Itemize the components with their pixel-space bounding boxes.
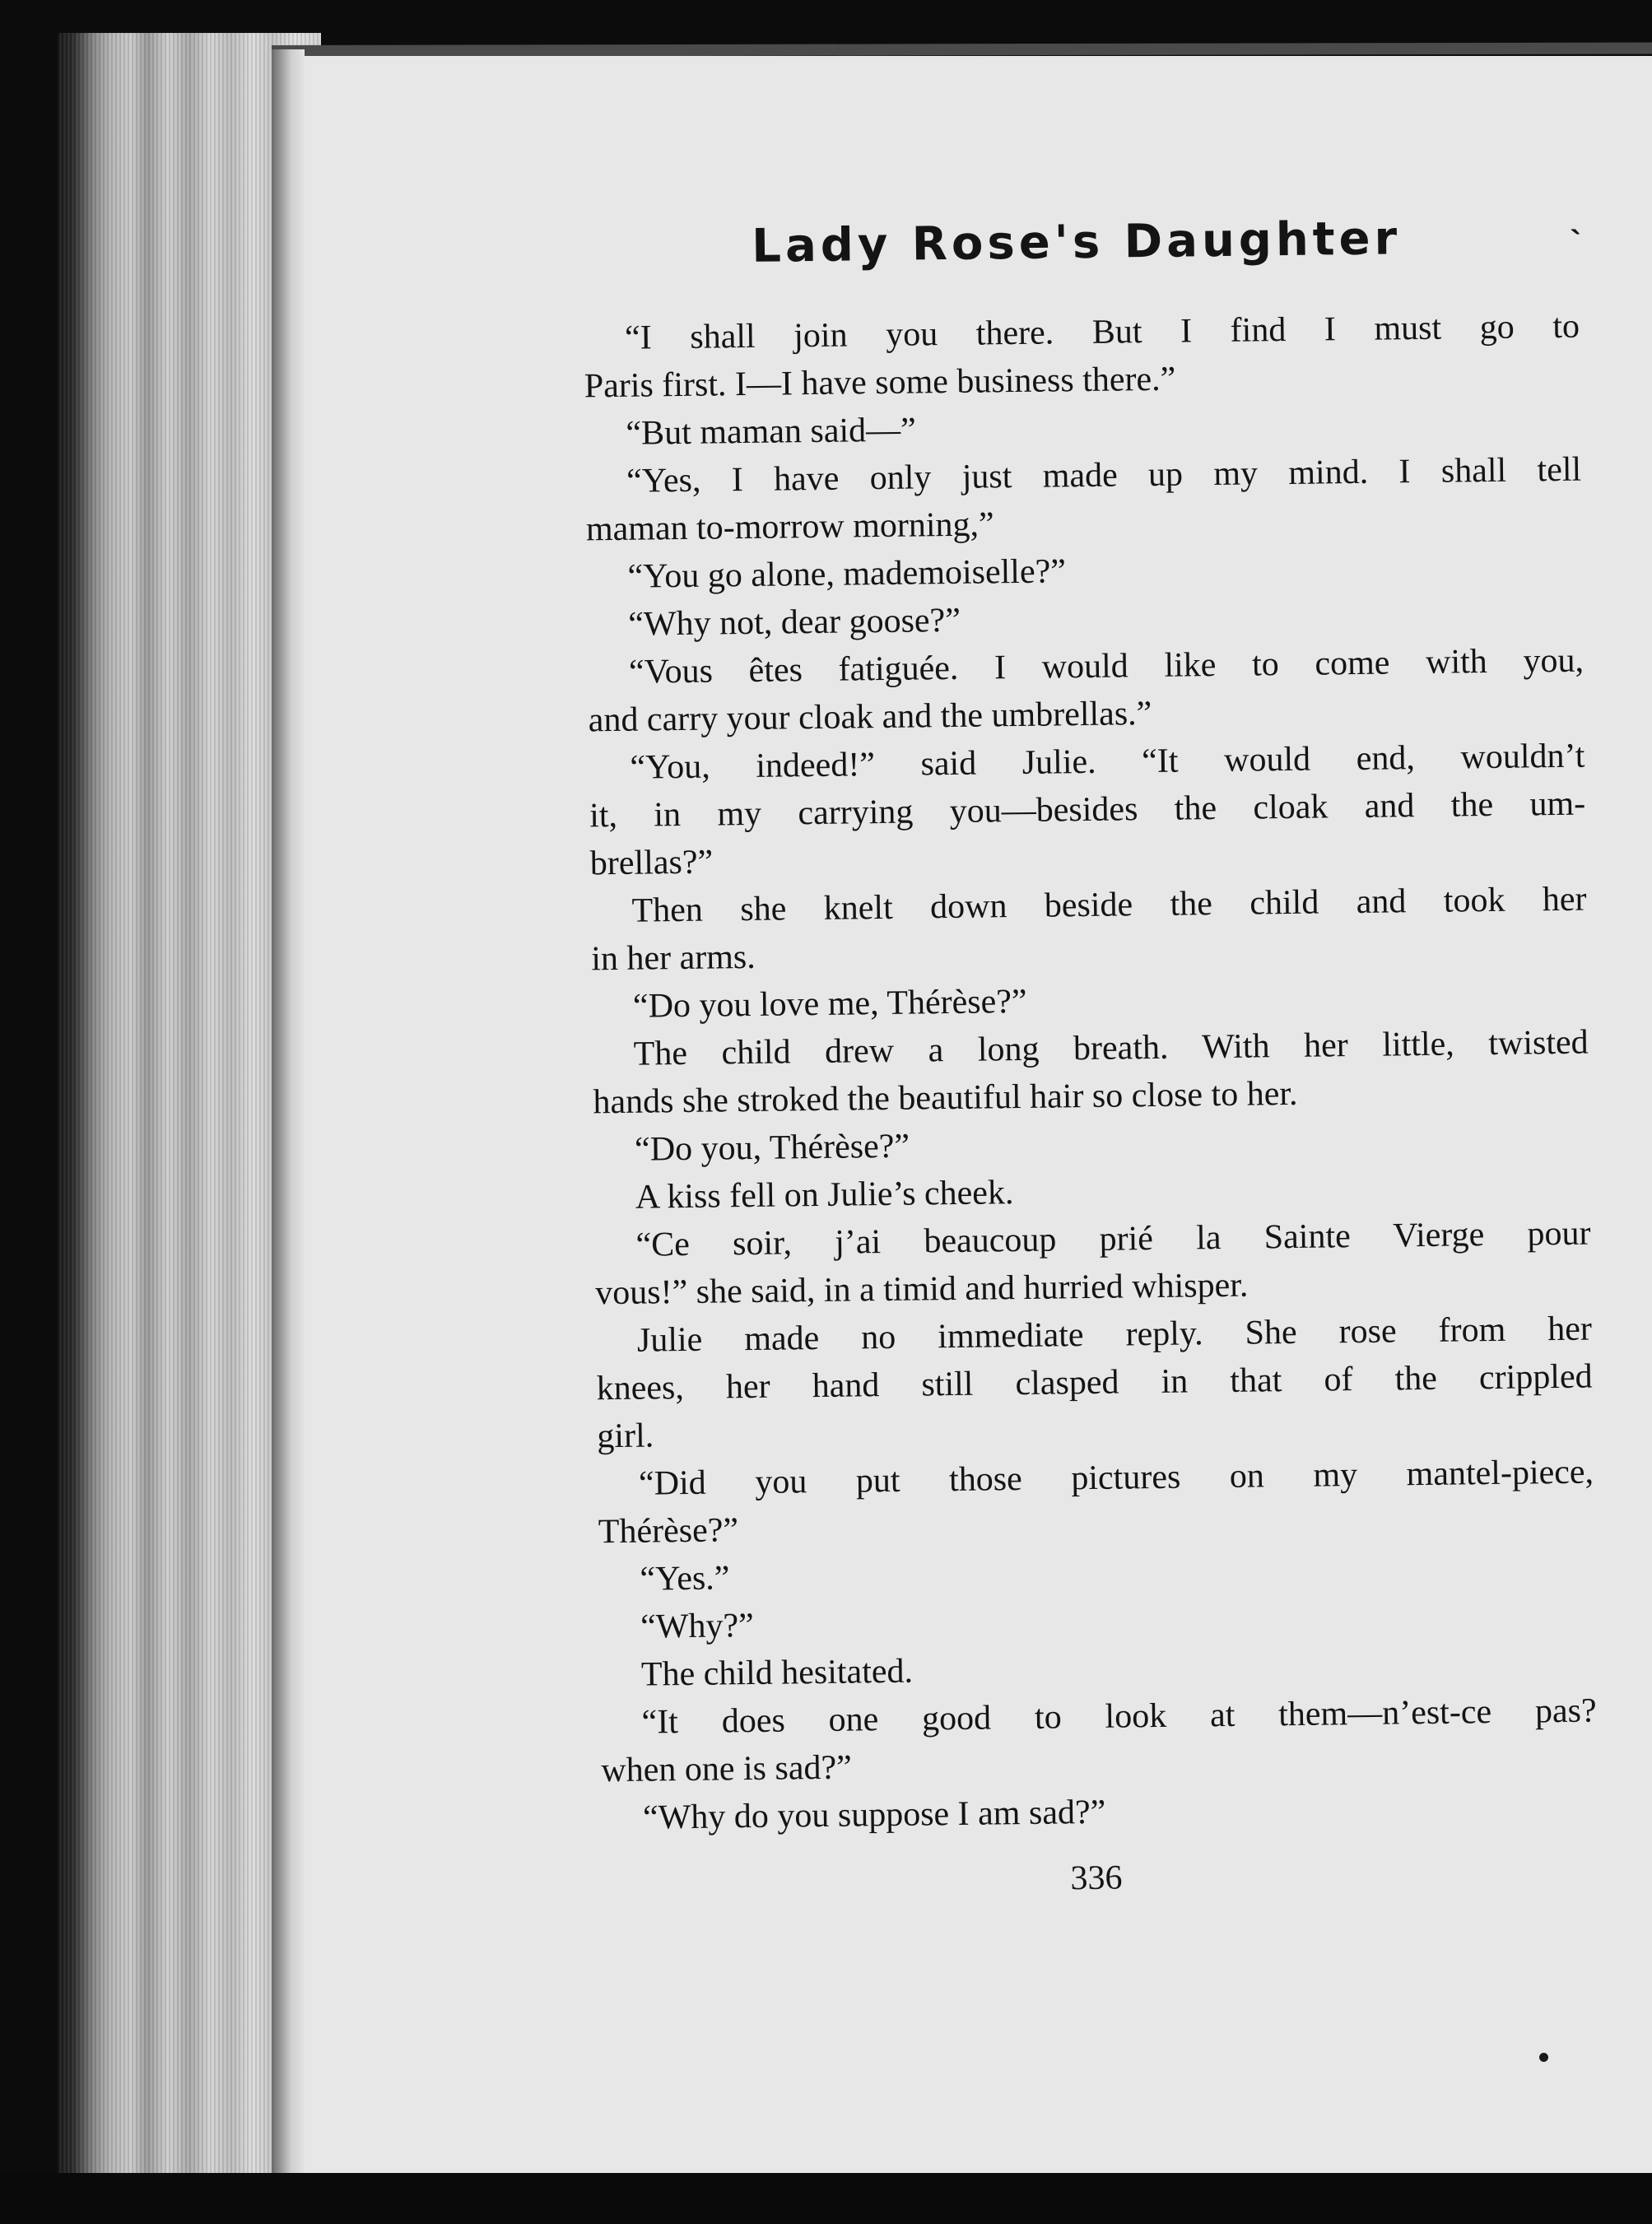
head-mark: `	[1570, 224, 1582, 261]
text-line: “Yes.”	[640, 1559, 730, 1598]
text-line: “Why do you suppose I am sad?”	[642, 1793, 1106, 1837]
text-line: Then she knelt down beside the child and took her	[631, 880, 1587, 930]
text-line: knees, her hand still clasped in that of the crippled	[596, 1357, 1593, 1408]
text-line: Thérèse?”	[598, 1511, 739, 1552]
page-number: 336	[1070, 1859, 1123, 1898]
text-line: and carry your cloak and the umbrellas.”	[588, 695, 1152, 740]
text-line: vous!” she said, in a timid and hurried whisper.	[594, 1266, 1249, 1313]
text-line: The child drew a long breath. With her little, twisted	[633, 1023, 1589, 1073]
body-text	[584, 303, 1598, 1843]
text-line: “But maman said—”	[626, 411, 917, 453]
running-head: Lady Rose's Daughter	[751, 212, 1402, 273]
text-line: “Vous êtes fatiguée. I would like to come with you,	[628, 641, 1585, 691]
text-line: maman to-morrow morning,”	[585, 505, 994, 549]
text-line: “I shall join you there. But I find I must go to	[624, 307, 1580, 357]
text-line: “Why?”	[640, 1606, 755, 1646]
text-line: girl.	[597, 1417, 654, 1456]
text-line: “Do you love me, Thérèse?”	[632, 982, 1027, 1026]
text-line: Paris first. I—I have some business there.”	[584, 360, 1176, 406]
text-line: Julie made no immediate reply. She rose from her	[636, 1310, 1593, 1360]
page-gutter-shadow	[272, 49, 305, 2181]
text-line: “Do you, Thérèse?”	[634, 1127, 910, 1169]
text-line: “You, indeed!” said Julie. “It would end, wouldn’t	[630, 737, 1585, 787]
text-line: “Yes, I have only just made up my mind. I shall tell	[626, 450, 1582, 500]
text-block	[579, 0, 1603, 2224]
text-line: in her arms.	[591, 938, 756, 979]
text-line: A kiss fell on Julie’s cheek.	[635, 1174, 1014, 1217]
text-line: “You go alone, mademoiselle?”	[627, 552, 1067, 596]
text-line: brellas?”	[589, 843, 714, 883]
text-line: “Ce soir, j’ai beaucoup prié la Sainte Vierge pour	[635, 1214, 1591, 1264]
text-line: it, in my carrying you—besides the cloak and the um-	[589, 784, 1586, 835]
text-line: when one is sad?”	[601, 1748, 853, 1790]
text-line: The child hesitated.	[640, 1652, 914, 1694]
text-line: hands she stroked the beautiful hair so close to her.	[593, 1074, 1298, 1122]
text-line: “Why not, dear goose?”	[628, 601, 961, 644]
scan-speck	[1539, 2053, 1548, 2062]
text-line: “Did you put those pictures on my mantel-piece,	[638, 1453, 1594, 1503]
text-line: “It does one good to look at them—n’est-ce pas?	[641, 1691, 1597, 1742]
